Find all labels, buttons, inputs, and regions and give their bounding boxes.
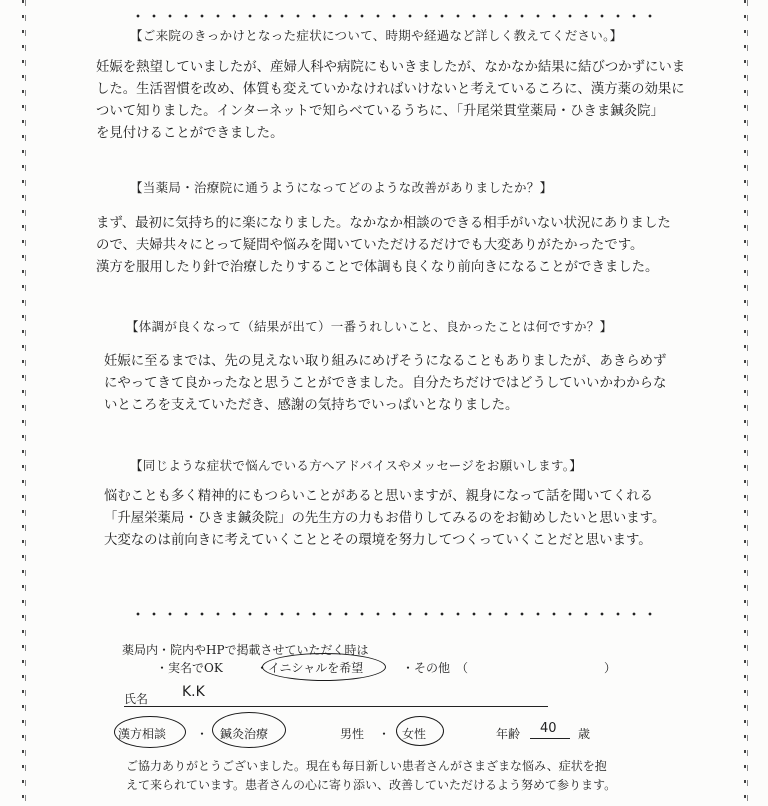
name-underline xyxy=(124,706,548,707)
publish-question: 薬局内・院内やHPで掲載させていただく時は xyxy=(122,643,369,657)
top-dotted-divider xyxy=(130,14,660,18)
gender-male: 男性 xyxy=(340,727,365,741)
section-2-answer xyxy=(96,213,671,279)
section-3-answer xyxy=(104,351,666,417)
name-value: K.K xyxy=(182,684,205,700)
section-3-heading: 【体調が良くなって（結果が出て）一番うれしいこと、良かったことは何ですか？】 xyxy=(126,319,613,334)
consult-acupuncture: 鍼灸治療 xyxy=(220,727,269,741)
thanks-line-2: えて来られています。患者さんの心に寄り添い、改善していただけるよう努めて参ります。 xyxy=(126,778,617,792)
right-perforation xyxy=(740,0,750,806)
answer-line: を見付けることができました。 xyxy=(96,126,284,141)
section-1-answer xyxy=(96,57,685,145)
answer-line: 妊娠を熱望していましたが、産婦人科や病院にもいきましたが、なかなか結果に結びつかずにいま xyxy=(96,60,686,75)
bottom-dotted-divider xyxy=(130,612,660,616)
answer-line: ついて知りました。インターネットで知らべているうちに、「升尾栄貫堂薬局・ひきま鍼灸院」 xyxy=(96,104,664,119)
gender-separator: ・ xyxy=(378,727,391,741)
age-underline xyxy=(530,738,570,739)
consult-kampo: 漢方相談 xyxy=(118,727,167,741)
kampo-selected-circle xyxy=(114,716,186,748)
answer-line: 大変なのは前向きに考えていくこととその環境を努力してつくっていくことだと思います。 xyxy=(104,533,652,548)
answer-line: まず、最初に気持ち的に楽になりました。なかなか相談のできる相手がいない状況にありました xyxy=(96,216,671,231)
consult-separator: ・ xyxy=(196,727,209,741)
section-1-heading: 【ご来院のきっかけとなった症状について、時期や経過など詳しく教えてください。】 xyxy=(130,28,623,43)
section-2-heading: 【当薬局・治療院に通うようになってどのような改善がありましたか？】 xyxy=(130,180,553,195)
name-label: 氏名 xyxy=(124,692,149,706)
answer-line: ので、夫婦共々にとって疑問や悩みを聞いていただけるだけでも大変ありがたかったです。 xyxy=(96,238,644,253)
age-unit: 歳 xyxy=(578,727,591,741)
option-initials: ・イニシャルを希望 xyxy=(256,661,364,675)
answer-line: 「升屋栄薬局・ひきま鍼灸院」の先生方の力もお借りしてみるのをお勧めしたいと思います。 xyxy=(104,511,666,526)
initials-selected-circle xyxy=(262,653,386,681)
section-4-heading: 【同じような症状で悩んでいる方へアドバイスやメッセージをお願いします。】 xyxy=(130,458,583,473)
option-other: ・その他 （ xyxy=(402,661,469,675)
female-selected-circle xyxy=(396,716,444,746)
option-other-close: ） xyxy=(604,661,617,675)
section-4-answer xyxy=(104,486,665,552)
answer-line: 漢方を服用したり針で治療したりすることで体調も良くなり前向きになることができました。 xyxy=(96,260,659,275)
option-real-name: ・実名でOK xyxy=(156,661,223,675)
answer-line: いところを支えていただき、感謝の気持ちでいっぱいとなりました。 xyxy=(104,398,519,413)
answer-line: 妊娠に至るまでは、先の見えない取り組みにめげそうになることもありましたが、あきらめず xyxy=(104,354,667,369)
acupuncture-selected-circle xyxy=(212,712,286,748)
age-label: 年齢 xyxy=(496,727,521,741)
thanks-line-1: ご協力ありがとうございました。現在も毎日新しい患者さんがさまざまな悩み、症状を抱 xyxy=(126,759,607,773)
answer-line: した。生活習慣を改め、体質も変えていかなければいけないと考えているころに、漢方薬の効果に xyxy=(96,82,685,97)
age-value: 40 xyxy=(540,721,557,736)
left-perforation xyxy=(18,0,28,806)
answer-line: にやってきて良かったなと思うことができました。自分たちだけではどうしていいかわからな xyxy=(104,376,667,391)
answer-line: 悩むことも多く精神的にもつらいことがあると思いますが、親身になって話を聞いてくれる xyxy=(104,489,654,504)
gender-female: 女性 xyxy=(402,727,427,741)
